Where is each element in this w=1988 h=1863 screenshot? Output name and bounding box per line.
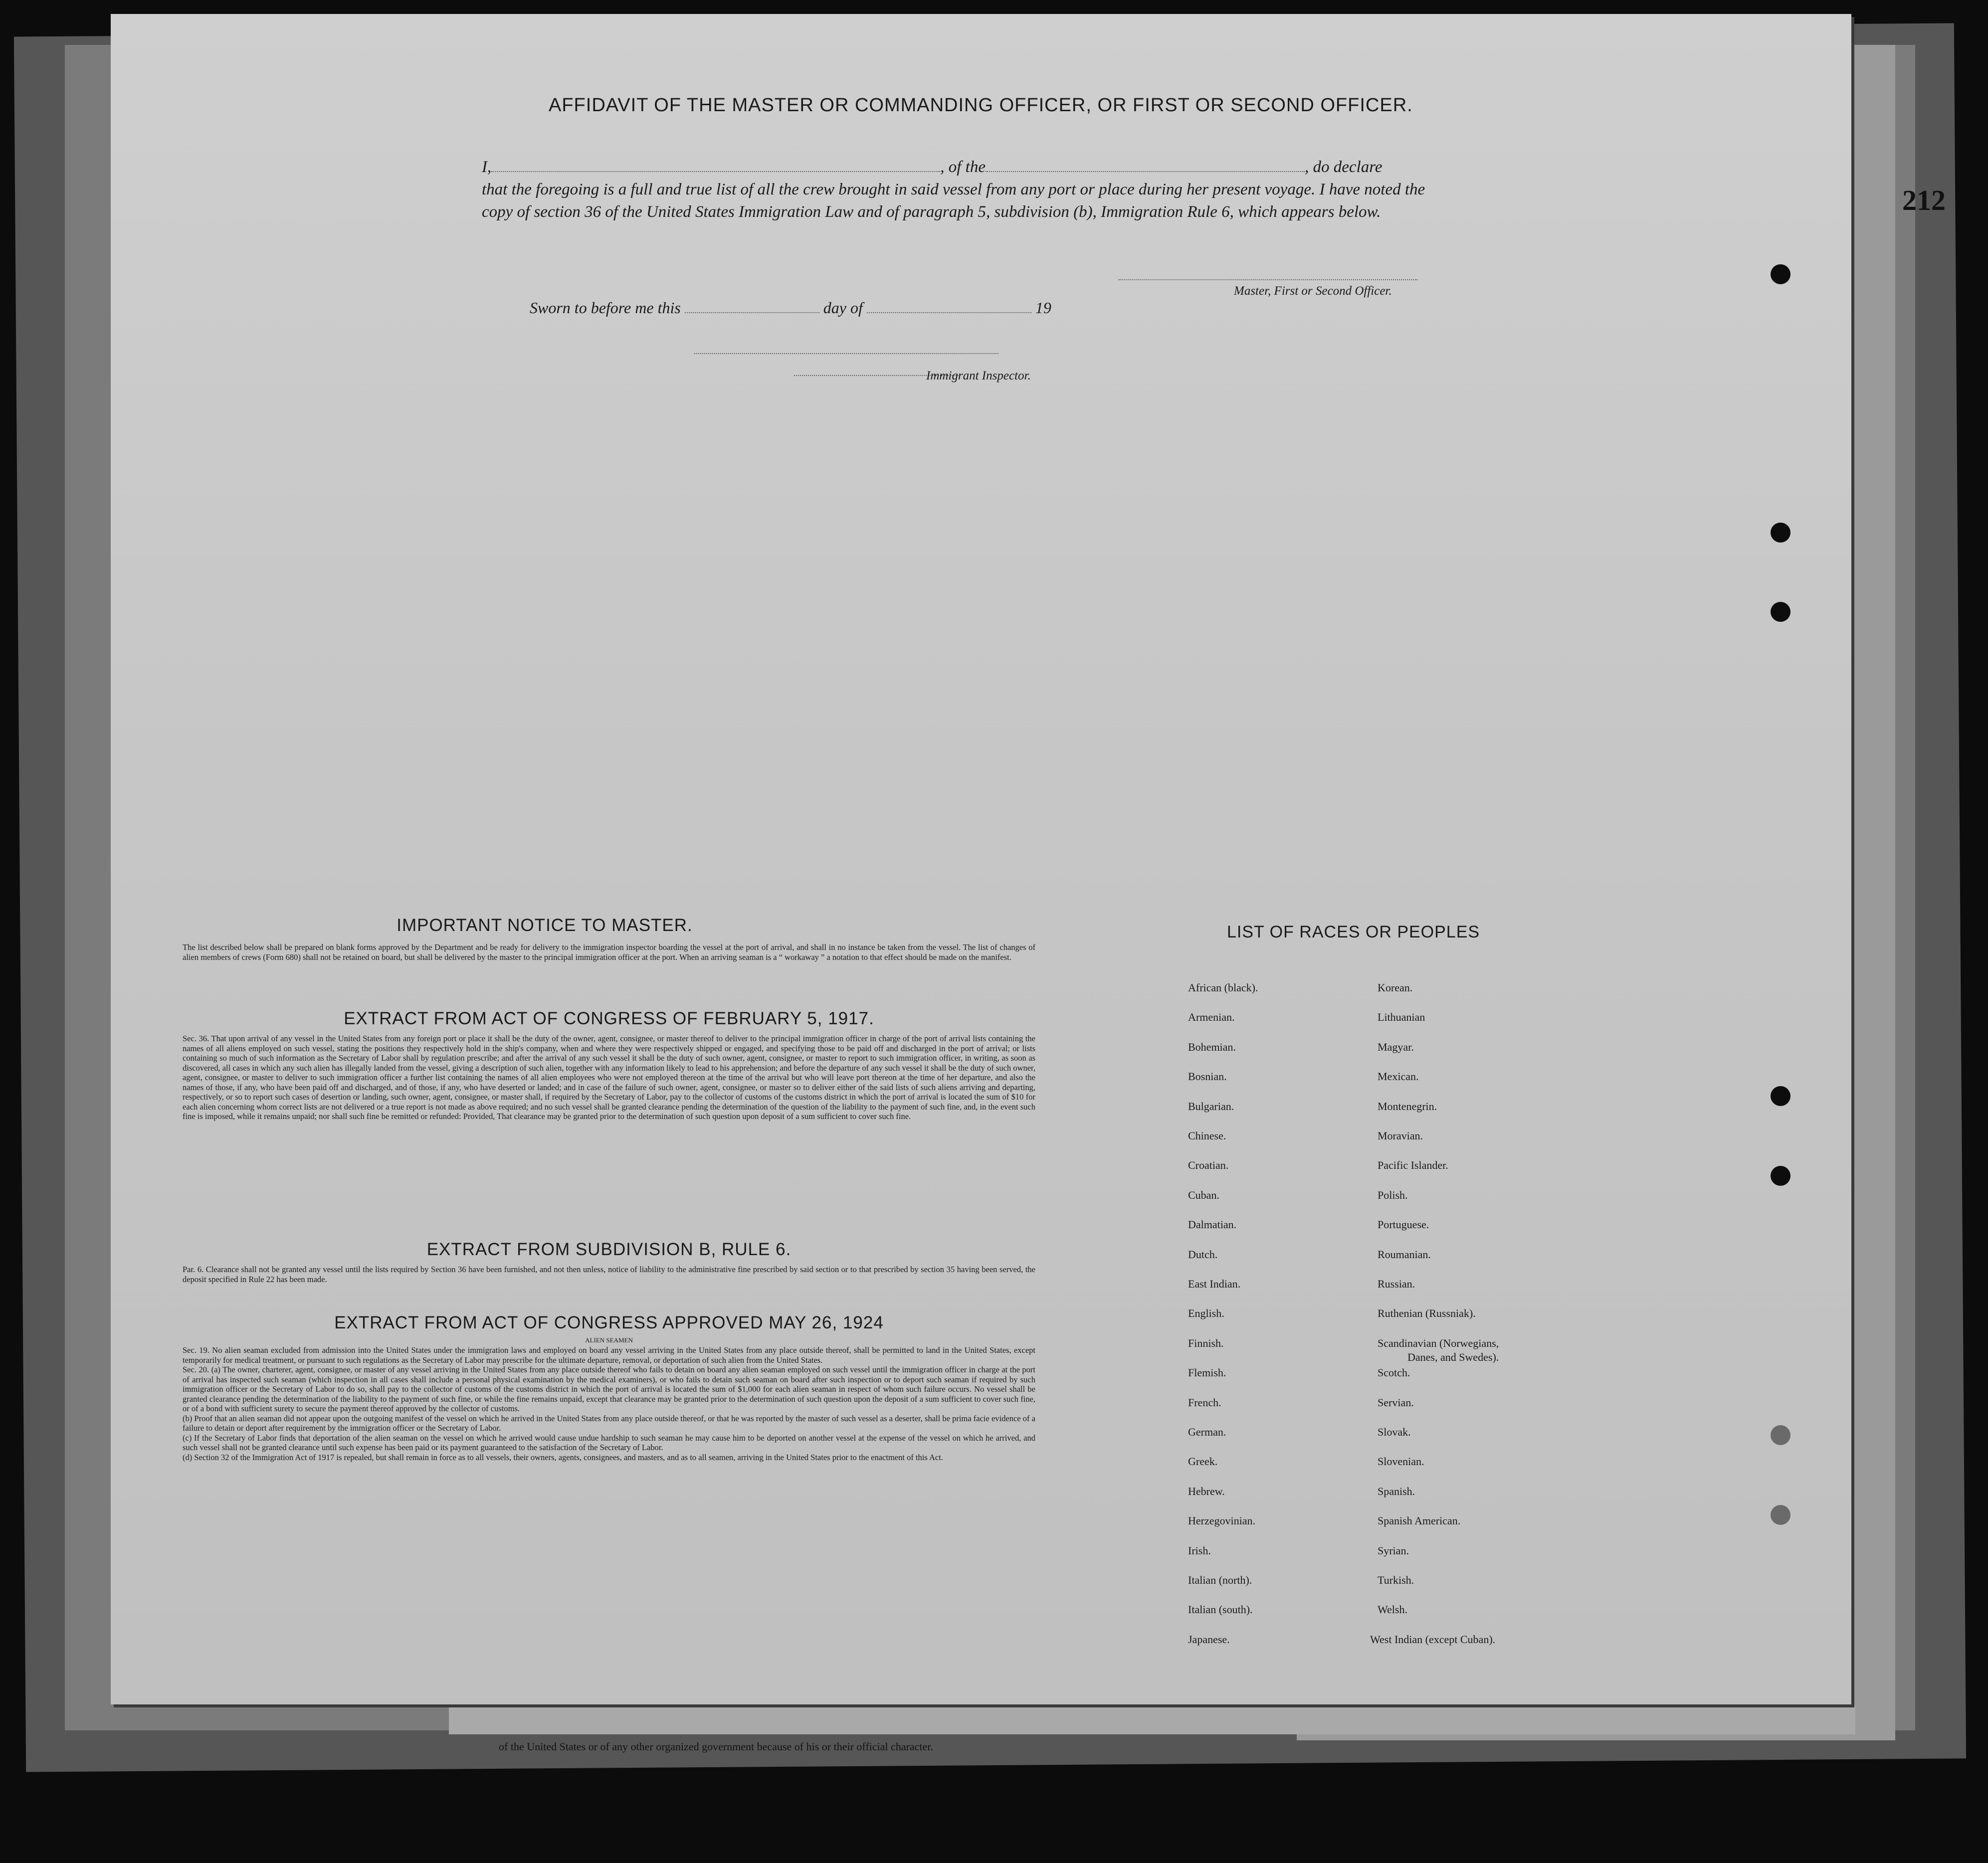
race-item: Lithuanian [1378, 1011, 1425, 1024]
race-item-continuation: Danes, and Swedes). [1407, 1350, 1499, 1363]
race-item: English. [1188, 1307, 1224, 1320]
notice-title: IMPORTANT NOTICE TO MASTER. [397, 916, 693, 935]
race-item: Dutch. [1188, 1248, 1218, 1261]
affidavit-of-the: , of the [940, 158, 986, 176]
master-signature-line[interactable] [1118, 279, 1417, 280]
sworn-day-blank[interactable] [685, 298, 819, 313]
race-item: Moravian. [1378, 1129, 1423, 1142]
race-item: Italian (north). [1188, 1574, 1252, 1586]
punch-hole [1771, 1425, 1790, 1445]
affidavit-statement [482, 156, 1454, 223]
race-item: African (black). [1188, 981, 1258, 994]
race-item: Roumanian. [1378, 1248, 1431, 1261]
sworn-year: 19 [1035, 299, 1051, 317]
sworn-prefix: Sworn to before me this [530, 299, 681, 317]
race-item: Bosnian. [1188, 1070, 1227, 1083]
race-item: Armenian. [1188, 1011, 1235, 1024]
race-item: Portuguese. [1378, 1218, 1429, 1231]
inspector-signature-line[interactable] [694, 353, 998, 354]
vessel-blank[interactable] [986, 157, 1305, 172]
race-item: Italian (south). [1188, 1603, 1253, 1616]
race-item: Bohemian. [1188, 1040, 1236, 1053]
race-item: Slovenian. [1378, 1455, 1424, 1468]
race-item: Servian. [1378, 1396, 1414, 1409]
races-title: LIST OF RACES OR PEOPLES [1227, 923, 1480, 941]
extract-1917-title: EXTRACT FROM ACT OF CONGRESS OF FEBRUARY 5, 1917. [344, 1009, 874, 1028]
race-item: Scotch. [1378, 1366, 1410, 1379]
race-item: Mexican. [1378, 1070, 1419, 1083]
punch-hole [1771, 264, 1790, 284]
race-item: Magyar. [1378, 1040, 1414, 1053]
race-item: Ruthenian (Russniak). [1378, 1307, 1476, 1320]
master-signature-label: Master, First or Second Officer. [1234, 284, 1392, 298]
affidavit-i: I, [482, 158, 492, 176]
race-item: East Indian. [1188, 1278, 1241, 1290]
extract-rule6-body: Par. 6. Clearance shall not be granted any vessel until the lists required by Section 36 have been furnished, and not then unless, notice of liability to the administrative fine prescribed by said section or to that prescribed by section 35 having been served, the deposit specified in Rule 22 has been made. [183, 1265, 1035, 1284]
race-item: French. [1188, 1396, 1221, 1409]
page-number: 212 [1902, 184, 1946, 216]
race-item: West Indian (except Cuban). [1370, 1633, 1496, 1646]
affidavit-title: AFFIDAVIT OF THE MASTER OR COMMANDING OFFICER, OR FIRST OR SECOND OFFICER. [549, 95, 1413, 116]
sworn-line [530, 298, 1051, 317]
race-item: Croatian. [1188, 1159, 1229, 1172]
underlying-page-bottom [449, 1705, 1855, 1734]
race-item: Syrian. [1378, 1544, 1409, 1557]
affidavit-declare: , do declare [1304, 158, 1383, 176]
sec-20d-paragraph: (d) Section 32 of the Immigration Act of 1917 is repealed, but shall remain in force as to all vessels, their owners, agents, consignees, and masters, and as to all seamen, arriving in the United States prior to the enactment of this Act. [183, 1452, 943, 1462]
affidavit-line-1 [482, 156, 1454, 179]
race-item: Slovak. [1378, 1426, 1411, 1438]
race-item: Pacific Islander. [1378, 1159, 1448, 1172]
extract-1924-body [183, 1345, 1035, 1462]
affidavit-body: that the foregoing is a full and true list of all the crew brought in said vessel from any port or place during her present voyage. I have noted the copy of section 36 of the United States Immigration Law and of paragraph 5, subdivision (b), Immigration Rule 6, which appears below. [482, 181, 1425, 221]
race-item: Hebrew. [1188, 1485, 1225, 1497]
sec-20c-paragraph: (c) If the Secretary of Labor finds that deportation of the alien seaman on the vessel on which he arrived would cause undue hardship to such seaman he may cause him to be deported on another vessel at the expense of the vessel on which he arrived, and such vessel shall not be granted clearance until such expense has been paid or its payment guaranteed to the satisfaction of the Secretary of Labor. [183, 1433, 1035, 1452]
punch-hole [1771, 523, 1790, 543]
manifest-page [111, 14, 1851, 1704]
extract-rule6-title: EXTRACT FROM SUBDIVISION B, RULE 6. [426, 1240, 792, 1259]
race-item: Greek. [1188, 1455, 1218, 1468]
race-item: Japanese. [1188, 1633, 1230, 1646]
race-item: Finnish. [1188, 1336, 1224, 1349]
race-item: Montenegrin. [1378, 1100, 1437, 1113]
race-item: Russian. [1378, 1278, 1415, 1290]
race-item: Spanish. [1378, 1485, 1415, 1497]
race-item: Welsh. [1378, 1603, 1407, 1616]
underlying-page-text: of the United States or of any other organized government because of his or their official character. [499, 1740, 933, 1753]
race-item: Flemish. [1188, 1366, 1226, 1379]
race-item: German. [1188, 1426, 1226, 1438]
race-item: Bulgarian. [1188, 1100, 1234, 1113]
inspector-label: Immigrant Inspector. [926, 369, 1031, 382]
extract-1924-subtitle: ALIEN SEAMEN [585, 1336, 633, 1344]
extract-1924-title: EXTRACT FROM ACT OF CONGRESS APPROVED MAY 26, 1924 [334, 1313, 884, 1332]
sec-20b-paragraph: (b) Proof that an alien seaman did not appear upon the outgoing manifest of the vessel on which he arrived in the United States from any place outside thereof, or that he was reported by the master of such vessel as a deserter, shall be prima facie evidence of a failure to detain or deport after requirement by the immigration officer or the Secretary of Labor. [183, 1413, 1035, 1433]
punch-hole [1771, 1086, 1790, 1106]
sworn-month-blank[interactable] [867, 298, 1031, 313]
race-item: Cuban. [1188, 1188, 1219, 1201]
punch-hole [1771, 602, 1790, 622]
sec-20a-paragraph: Sec. 20. (a) The owner, charterer, agent, consignee, or master of any vessel arriving in the United States from any place outside thereof who fails to detain on board any alien seaman employed on such vessel until the immigration officer in charge at the port of arrival has inspected such seaman (which inspection in all cases shall include a personal physical examination by the medical examiners), or who fails to detain such seaman on board after such inspection or to deport such seaman if required by such immigration officer or the Secretary of Labor to do so, shall pay to the collector of customs of the customs district in which the port of arrival is located the sum of $1,000 for each alien seaman in respect of whom such failure occurs. No vessel shall be granted clearance pending the determination of the liability to the payment of such fine, or while the fine remains unpaid, except that clearance may be granted prior to the determination of such question upon the deposit of a sum sufficient to cover such fine, or of a bond with sufficient surety to secure the payment thereof approved by the collector of customs. [183, 1365, 1035, 1413]
notice-body: The list described below shall be prepared on blank forms approved by the Department and be ready for delivery to the immigration inspector boarding the vessel at the port of arrival, and shall in no instance be taken from the vessel. The list of changes of alien members of crews (Form 680) shall not be retained on board, but shall be delivered by the master to the principal immigration officer at the port. When an arriving seaman is a “ workaway ” a notation to that effect should be made on the manifest. [183, 942, 1035, 962]
extract-1917-body: Sec. 36. That upon arrival of any vessel in the United States from any foreign port or place it shall be the duty of the owner, agent, consignee, or master thereof to deliver to the principal immigration officer in charge of the port of arrival lists containing the names of all aliens employed on such vessel, stating the positions they respectively hold in the ship's company, when and where they were respectively shipped or engaged, and specifying those to be paid off and discharged in the port of arrival; or lists containing so much of such information as the Secretary of Labor shall by regulation prescribe; and after the arrival of any such vessel it shall be the duty of such owner, agent, consignee, or master to report to such immigration officer, in writing, as soon as discovered, all cases in which any such alien has illegally landed from the vessel, giving a description of such alien, together with any information likely to lead to his apprehension; and before the departure of any such vessel it shall be the duty of such owner, agent, consignee, or master to deliver to such immigration officer a further list containing the names of all alien employees who were not employed thereon at the time of the arrival but who will leave port thereon at the time of her departure, and also the names of those, if any, who have been paid off and discharged, and of those, if any, who have deserted or landed; and in case of the failure of such owner, agent, consignee, or master so to deliver either of the said lists of such aliens arriving and departing, respectively, or so to report such cases of desertion or landing, such owner, agent, consignee, or master shall, if required by the Secretary of Labor, pay to the collector of customs of the customs district in which the port of arrival is located the sum of $10 for each alien concerning whom correct lists are not delivered or a true report is not made as above required; and no such vessel shall be granted clearance pending the determination of the question of the liability to the payment of such fine, and, in the event such fine is imposed, while it remains unpaid; nor shall such fine be remitted or refunded: Provided, That clearance may be granted prior to the determination of such question upon deposit of a sum sufficient to cover such fine. [183, 1034, 1035, 1121]
race-item: Herzegovinian. [1188, 1514, 1255, 1527]
race-item: Dalmatian. [1188, 1218, 1237, 1231]
race-item: Spanish American. [1378, 1514, 1461, 1527]
race-item: Turkish. [1378, 1574, 1414, 1586]
sworn-day-of: day of [823, 299, 863, 317]
race-item: Chinese. [1188, 1129, 1226, 1142]
sec-19-paragraph: Sec. 19. No alien seaman excluded from admission into the United States under the immigration laws and employed on board any vessel arriving in the United States from any place outside thereof, shall be permitted to land in the United States, except temporarily for medical treatment, or pursuant to such regulations as the Secretary of Labor may prescribe for the ultimate departure, removal, or deportation of such alien from the United States. [183, 1345, 1035, 1365]
race-item: Polish. [1378, 1188, 1408, 1201]
punch-hole [1771, 1166, 1790, 1186]
race-item: Korean. [1378, 981, 1413, 994]
punch-hole [1771, 1505, 1790, 1525]
race-item: Irish. [1188, 1544, 1211, 1557]
race-item: Scandinavian (Norwegians, [1378, 1336, 1499, 1349]
name-blank[interactable] [491, 157, 940, 172]
